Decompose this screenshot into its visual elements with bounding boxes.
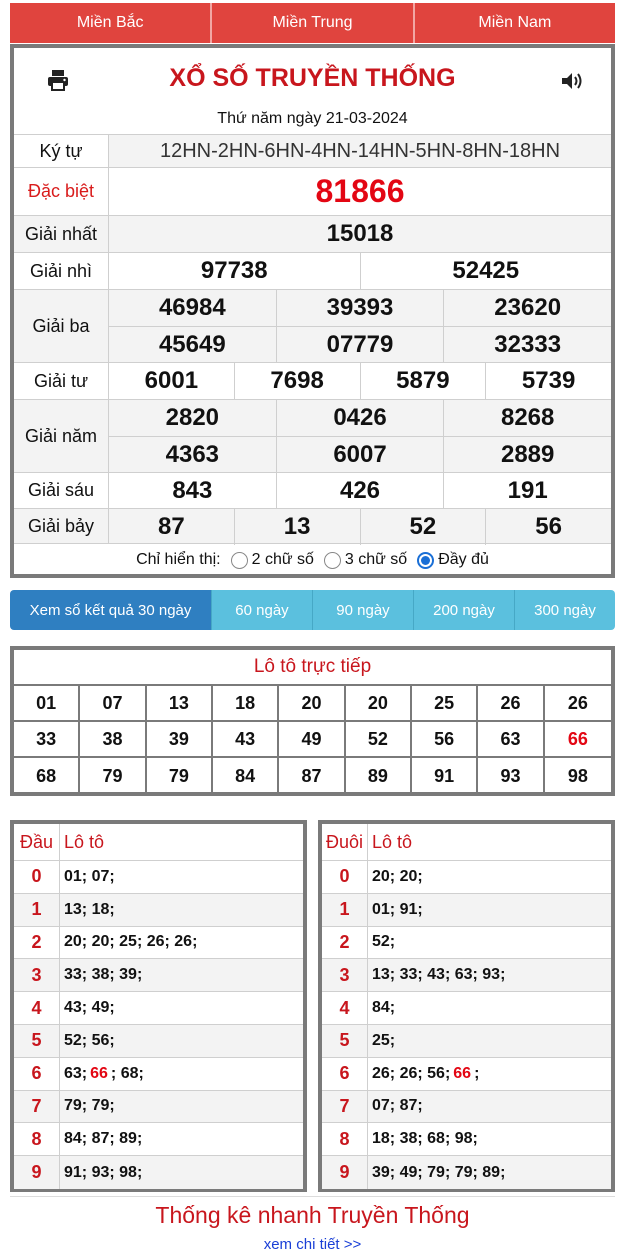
duoi-row: [322, 1058, 611, 1091]
duoi-row: [322, 1025, 611, 1058]
duoi-values: [368, 927, 611, 959]
duoi-row: [322, 959, 611, 992]
button-60-days[interactable]: 60 ngày: [212, 590, 313, 630]
duoi-key: 9: [322, 1156, 368, 1189]
result-title: XỔ SỐ TRUYỀN THỐNG: [169, 64, 456, 92]
loto-number: 26: [478, 686, 544, 722]
label-giai-bay: Giải bảy: [14, 509, 109, 543]
radio-2-digits[interactable]: [231, 552, 248, 569]
giai-nam-value: 4363: [109, 437, 277, 472]
loto-list-text: 39; 49; 79; 79; 89;: [372, 1163, 506, 1181]
duoi-key: 8: [322, 1123, 368, 1155]
tab-mien-nam[interactable]: Miền Nam: [415, 3, 615, 43]
duoi-row: [322, 1123, 611, 1156]
loto-title: Lô tô trực tiếp: [14, 650, 611, 686]
loto-list-text: 26; 26; 56;: [372, 1064, 451, 1082]
giai-bay-value: 56: [535, 513, 562, 540]
label-giai-nhat: Giải nhất: [14, 216, 109, 252]
loto-list-text: 43; 49;: [64, 999, 115, 1017]
loto-number: 07: [80, 686, 146, 722]
loto-list-text: 63;: [64, 1064, 88, 1082]
dau-values: [60, 992, 303, 1024]
dau-values: [60, 1058, 303, 1090]
row-giai-ba: [14, 289, 611, 362]
loto-number: 13: [147, 686, 213, 722]
giai-nhat-value: 15018: [326, 220, 394, 247]
loto-list-text: 84; 87; 89;: [64, 1130, 143, 1148]
giai-ba-value: 32333: [494, 330, 562, 358]
button-300-days[interactable]: 300 ngày: [515, 590, 615, 630]
duoi-key: 3: [322, 959, 368, 991]
view-detail-link[interactable]: xem chi tiết >>: [263, 1236, 362, 1253]
duoi-values: [368, 894, 611, 926]
loto-list-text: 25;: [372, 1031, 396, 1049]
tab-mien-trung[interactable]: Miền Trung: [212, 3, 414, 43]
radio-3-digits[interactable]: [324, 552, 341, 569]
loto-list-text: 79; 79;: [64, 1097, 115, 1115]
loto-list-text: 33; 38; 39;: [64, 966, 143, 984]
loto-number: 33: [14, 722, 80, 758]
duoi-header-loto: Lô tô: [372, 831, 413, 852]
ky-tu-value: 12HN-2HN-6HN-4HN-14HN-5HN-8HN-18HN: [159, 139, 561, 162]
loto-live-box: [10, 646, 615, 796]
dau-key: 3: [14, 959, 60, 991]
row-giai-bay: [14, 508, 611, 543]
loto-list-text: 07; 87;: [372, 1097, 423, 1115]
giai-nhi-value: 52425: [452, 257, 520, 284]
giai-ba-value: 45649: [109, 327, 277, 362]
duoi-values: [368, 1123, 611, 1155]
row-giai-sau: [14, 472, 611, 508]
giai-nhi-value: 97738: [109, 253, 361, 289]
loto-list-text: ;: [474, 1064, 480, 1082]
giai-tu-value: 7698: [235, 363, 361, 399]
loto-number: 89: [346, 758, 412, 794]
row-ky-tu: [14, 134, 611, 167]
dau-row: [14, 1025, 303, 1058]
loto-number: 68: [14, 758, 80, 794]
day-range-bar: [10, 590, 615, 630]
giai-nam-value: 2889: [500, 440, 555, 468]
result-header: [14, 48, 611, 134]
dau-row: [14, 861, 303, 894]
loto-list-text: 01; 07;: [64, 867, 115, 885]
display-options: [14, 543, 611, 576]
dac-biet-value: 81866: [315, 173, 405, 209]
label-giai-nam: Giải năm: [14, 400, 109, 472]
duoi-values: [368, 959, 611, 991]
dau-header-key: Đầu: [14, 824, 60, 860]
dau-header-loto: Lô tô: [64, 831, 105, 852]
dau-row: [14, 1156, 303, 1189]
label-giai-sau: Giải sáu: [14, 473, 109, 508]
duoi-key: 6: [322, 1058, 368, 1090]
label-giai-tu: Giải tư: [14, 363, 109, 399]
duoi-values: [368, 1058, 611, 1090]
dau-values: [60, 1091, 303, 1123]
row-giai-nhi: [14, 252, 611, 289]
row-dac-biet: [14, 167, 611, 215]
dau-row: [14, 894, 303, 927]
duoi-values: [368, 1156, 611, 1189]
duoi-key: 7: [322, 1091, 368, 1123]
dau-key: 6: [14, 1058, 60, 1090]
draw-date: Thứ năm ngày 21-03-2024: [217, 110, 408, 127]
duoi-row: [322, 861, 611, 894]
label-ky-tu: Ký tự: [14, 135, 109, 167]
duoi-key: 5: [322, 1025, 368, 1057]
highlight-number: 66: [453, 1064, 472, 1082]
dau-key: 1: [14, 894, 60, 926]
loto-list-text: 20; 20; 25; 26; 26;: [64, 933, 198, 951]
loto-number: 93: [478, 758, 544, 794]
option-3-digits-label[interactable]: 3 chữ số: [344, 551, 408, 568]
dau-row: [14, 1123, 303, 1156]
duoi-row: [322, 1156, 611, 1189]
loto-number: 38: [80, 722, 146, 758]
duoi-row: [322, 894, 611, 927]
dau-values: [60, 927, 303, 959]
row-giai-nam: [14, 399, 611, 472]
dau-key: 7: [14, 1091, 60, 1123]
dau-key: 8: [14, 1123, 60, 1155]
loto-list-text: 01; 91;: [372, 900, 423, 918]
giai-sau-value: 191: [507, 477, 548, 504]
giai-nam-value: 0426: [277, 400, 445, 436]
duoi-row: [322, 927, 611, 960]
dau-values: [60, 959, 303, 991]
duoi-table: [318, 820, 615, 1192]
loto-number: 87: [279, 758, 345, 794]
loto-number: 91: [412, 758, 478, 794]
label-giai-nhi: Giải nhì: [14, 253, 109, 289]
loto-list-text: 84;: [372, 999, 396, 1017]
loto-list-text: 52; 56;: [64, 1031, 115, 1049]
option-full-label[interactable]: Đầy đủ: [438, 551, 489, 568]
tab-mien-bac[interactable]: Miền Bắc: [10, 3, 212, 43]
dau-row: [14, 1091, 303, 1124]
loto-number: 39: [147, 722, 213, 758]
divider: [10, 1196, 615, 1197]
giai-bay-value: 52: [361, 509, 487, 545]
dau-values: [60, 1156, 303, 1189]
giai-nam-value: 6007: [277, 437, 445, 472]
duoi-row: [322, 1091, 611, 1124]
duoi-key: 2: [322, 927, 368, 959]
giai-ba-value: 46984: [109, 290, 277, 326]
row-giai-tu: [14, 362, 611, 399]
result-box: [10, 44, 615, 578]
stat-title: Thống kê nhanh Truyền Thống: [155, 1202, 470, 1228]
loto-grid: [14, 686, 611, 794]
loto-number: 79: [80, 758, 146, 794]
dau-key: 9: [14, 1156, 60, 1189]
dau-key: 5: [14, 1025, 60, 1057]
speaker-icon[interactable]: [560, 70, 584, 92]
row-giai-nhat: [14, 215, 611, 252]
loto-list-text: 13; 33; 43; 63; 93;: [372, 966, 506, 984]
giai-tu-value: 5739: [521, 367, 576, 394]
button-30-days[interactable]: Xem sổ kết quả 30 ngày: [10, 590, 212, 630]
dau-row: [14, 992, 303, 1025]
duoi-values: [368, 992, 611, 1024]
loto-number: 66: [545, 722, 611, 758]
loto-number: 79: [147, 758, 213, 794]
giai-ba-value: 23620: [494, 294, 562, 321]
dau-values: [60, 1025, 303, 1057]
radio-full[interactable]: [417, 552, 434, 569]
loto-list-text: 52;: [372, 933, 396, 951]
loto-list-text: ; 68;: [110, 1064, 144, 1082]
dau-values: [60, 861, 303, 893]
duoi-key: 1: [322, 894, 368, 926]
dau-header: [14, 824, 303, 861]
loto-number: 56: [412, 722, 478, 758]
loto-number: 26: [545, 686, 611, 722]
dau-values: [60, 894, 303, 926]
duoi-values: [368, 1091, 611, 1123]
giai-nam-value: 2820: [109, 400, 277, 436]
loto-number: 63: [478, 722, 544, 758]
giai-tu-value: 6001: [109, 363, 235, 399]
loto-number: 84: [213, 758, 279, 794]
dau-row: [14, 1058, 303, 1091]
loto-list-text: 18; 38; 68; 98;: [372, 1130, 478, 1148]
loto-number: 20: [279, 686, 345, 722]
giai-nam-value: 8268: [500, 404, 555, 431]
label-dac-biet: Đặc biệt: [14, 168, 109, 215]
highlight-number: 66: [90, 1064, 108, 1082]
region-nav: [10, 3, 615, 43]
loto-number: 49: [279, 722, 345, 758]
dau-key: 4: [14, 992, 60, 1024]
duoi-key: 4: [322, 992, 368, 1024]
giai-ba-value: 07779: [277, 327, 445, 362]
giai-bay-value: 13: [235, 509, 361, 545]
giai-ba-value: 39393: [277, 290, 445, 326]
duoi-row: [322, 992, 611, 1025]
dau-row: [14, 927, 303, 960]
label-giai-ba: Giải ba: [14, 290, 109, 362]
loto-number: 20: [346, 686, 412, 722]
button-90-days[interactable]: 90 ngày: [313, 590, 414, 630]
loto-list-text: 91; 93; 98;: [64, 1163, 143, 1181]
dau-table: [10, 820, 307, 1192]
loto-list-text: 13; 18;: [64, 900, 115, 918]
loto-number: 43: [213, 722, 279, 758]
dau-key: 0: [14, 861, 60, 893]
giai-tu-value: 5879: [361, 363, 487, 399]
option-2-digits-label[interactable]: 2 chữ số: [251, 551, 314, 568]
duoi-values: [368, 861, 611, 893]
dau-key: 2: [14, 927, 60, 959]
loto-list-text: 20; 20;: [372, 867, 423, 885]
duoi-header-key: Đuôi: [322, 824, 368, 860]
dau-values: [60, 1123, 303, 1155]
loto-number: 18: [213, 686, 279, 722]
loto-number: 98: [567, 765, 588, 786]
duoi-values: [368, 1025, 611, 1057]
loto-number: 52: [346, 722, 412, 758]
dau-row: [14, 959, 303, 992]
giai-sau-value: 843: [109, 473, 277, 509]
loto-number: 01: [14, 686, 80, 722]
duoi-key: 0: [322, 861, 368, 893]
button-200-days[interactable]: 200 ngày: [414, 590, 515, 630]
giai-bay-value: 87: [109, 509, 235, 545]
loto-number: 25: [412, 686, 478, 722]
options-label: Chỉ hiển thị:: [136, 551, 221, 568]
duoi-header: [322, 824, 611, 861]
giai-sau-value: 426: [277, 473, 445, 509]
